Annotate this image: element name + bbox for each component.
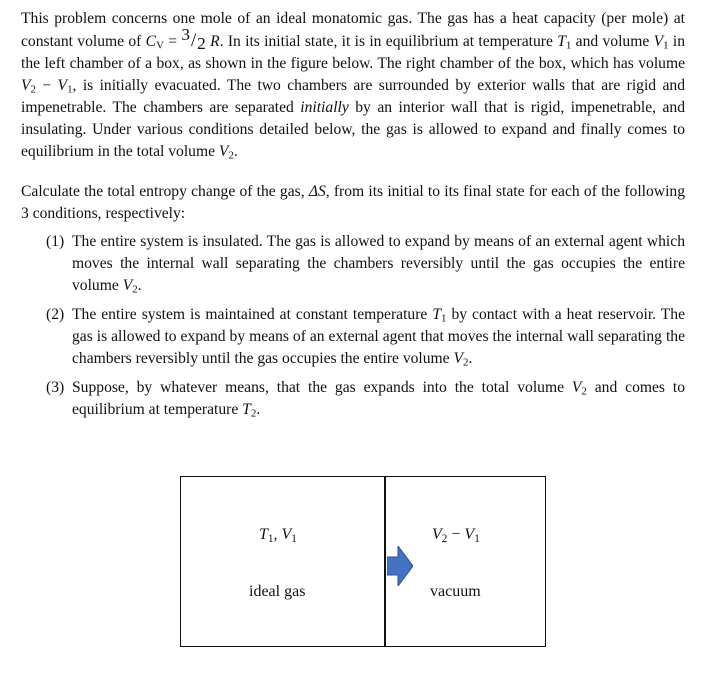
v1-symbol: $V_1$ [653, 33, 669, 52]
t1-symbol: $T_1$ [557, 33, 572, 52]
condition-text: and comes to equilibrium at temperature [72, 379, 685, 418]
t1-symbol: $T_1$ [432, 306, 447, 325]
question-paragraph [21, 181, 685, 225]
condition-item-3: (3) Suppose, by whatever means, that the gas expands into the total volume $V_2$ and comes to equilibrium at temperature $T_2$. [46, 379, 685, 420]
condition-text: by contact with a heat reservoir. The gas is allowed to expand by means of an external agent that moves the internal wall separating the chambers reversibly until the gas occupies the entire volume [72, 306, 686, 367]
condition-item-1: (1) The entire system is insulated. The gas is allowed to expand by means of an external agent which moves the internal wall separating the chambers reversibly until the gas occupies the entire volume $V_2$. [46, 233, 685, 296]
condition-item-2: (2) The entire system is maintained at constant temperature $T_1$ by contact with a heat reservoir. The gas is allowed to expand by means of an external agent that moves the internal wall separating the chambers reversibly until the gas occupies the entire volume $V_2$. [46, 306, 686, 369]
question-text-2: , from its initial to its final state for each of the following 3 conditions, respectively: [21, 183, 685, 222]
minus-sign: − [35, 77, 58, 94]
condition-marker: (3) [46, 379, 65, 396]
initially-emphasis: initially [300, 99, 349, 116]
v2-symbol: $V_2$ [21, 77, 36, 96]
problem-text [21, 8, 685, 428]
v2-symbol: $V_2$ [218, 143, 234, 162]
question-text-1: Calculate the total entropy change of the gas, [21, 183, 309, 200]
right-chamber-volume-label: $V_2 - V_1$ [432, 526, 480, 545]
right-arrow-icon [387, 546, 413, 586]
three-halves-fraction: 3/2 [181, 25, 206, 54]
intro-paragraph: This problem concerns one mole of an ideal monatomic gas. The gas has a heat capacity (per mole) at constant volume of $C_V = 3/2$ R. In its initial state, it is in equilibrium at temperature $T_1$ and volume $V_1$ in the left chamber of a box, as shown in the figure below. The right chamber of the box, which has volume $V_2 - V_1$, is initially evacuated. The two chambers are surrounded by exterior walls that are rigid and impenetrable. The chambers are separated initially by an interior wall that is rigid, impenetrable, and insulating. Under various conditions detailed below, the gas is allowed to expand and finally comes to equilibrium in the total volume $V_2$. [21, 10, 686, 162]
entropy-change-symbol: ΔS [308, 183, 326, 200]
left-chamber [180, 476, 386, 647]
v2-symbol: $V_2$ [122, 277, 138, 296]
v1-symbol: $V_1$ [57, 77, 73, 96]
ideal-gas-label: ideal gas [249, 583, 306, 600]
intro-text-3: and volume [571, 33, 654, 50]
gas-constant-symbol: R [210, 33, 220, 50]
condition-text: The entire system is maintained at constant temperature [72, 306, 433, 323]
box-diagram [180, 476, 546, 649]
condition-marker: (2) [46, 306, 65, 323]
intro-text-5: , is initially evacuated. The two chambers are surrounded by exterior walls that are rigid and impenetrable. The chambers are separated [21, 77, 685, 116]
intro-text-4: in the left chamber of a box, as shown in the figure below. The right chamber of the box, which has volume [21, 33, 686, 72]
condition-marker: (1) [46, 233, 65, 250]
conditions-list [21, 231, 685, 421]
t2-symbol: $T_2$ [242, 401, 257, 420]
intro-text-1: This problem concerns one mole of an ideal monatomic gas. The gas has a heat capacity (per mole) at constant volume of [21, 10, 685, 50]
cv-symbol: $C_V$ [145, 33, 164, 52]
v2-symbol: $V_2$ [453, 350, 469, 369]
intro-text-6: by an interior wall that is rigid, impenetrable, and insulating. Under various conditions detailed below, the gas is allowed to expand and finally comes to equilibrium in the total volume [21, 99, 685, 160]
left-chamber-state-label: $T_1$, $V_1$ [259, 526, 297, 545]
v2-symbol: $V_2$ [571, 379, 587, 398]
condition-text: Suppose, by whatever means, that the gas expands into the total volume [72, 379, 572, 396]
intro-text-2: . In its initial state, it is in equilibrium at temperature [219, 33, 558, 50]
equals-sign: = [163, 33, 182, 50]
vacuum-label: vacuum [430, 583, 481, 600]
condition-text: The entire system is insulated. The gas is allowed to expand by means of an external agent which moves the internal wall separating the chambers reversibly until the gas occupies the entire volume [72, 233, 685, 294]
